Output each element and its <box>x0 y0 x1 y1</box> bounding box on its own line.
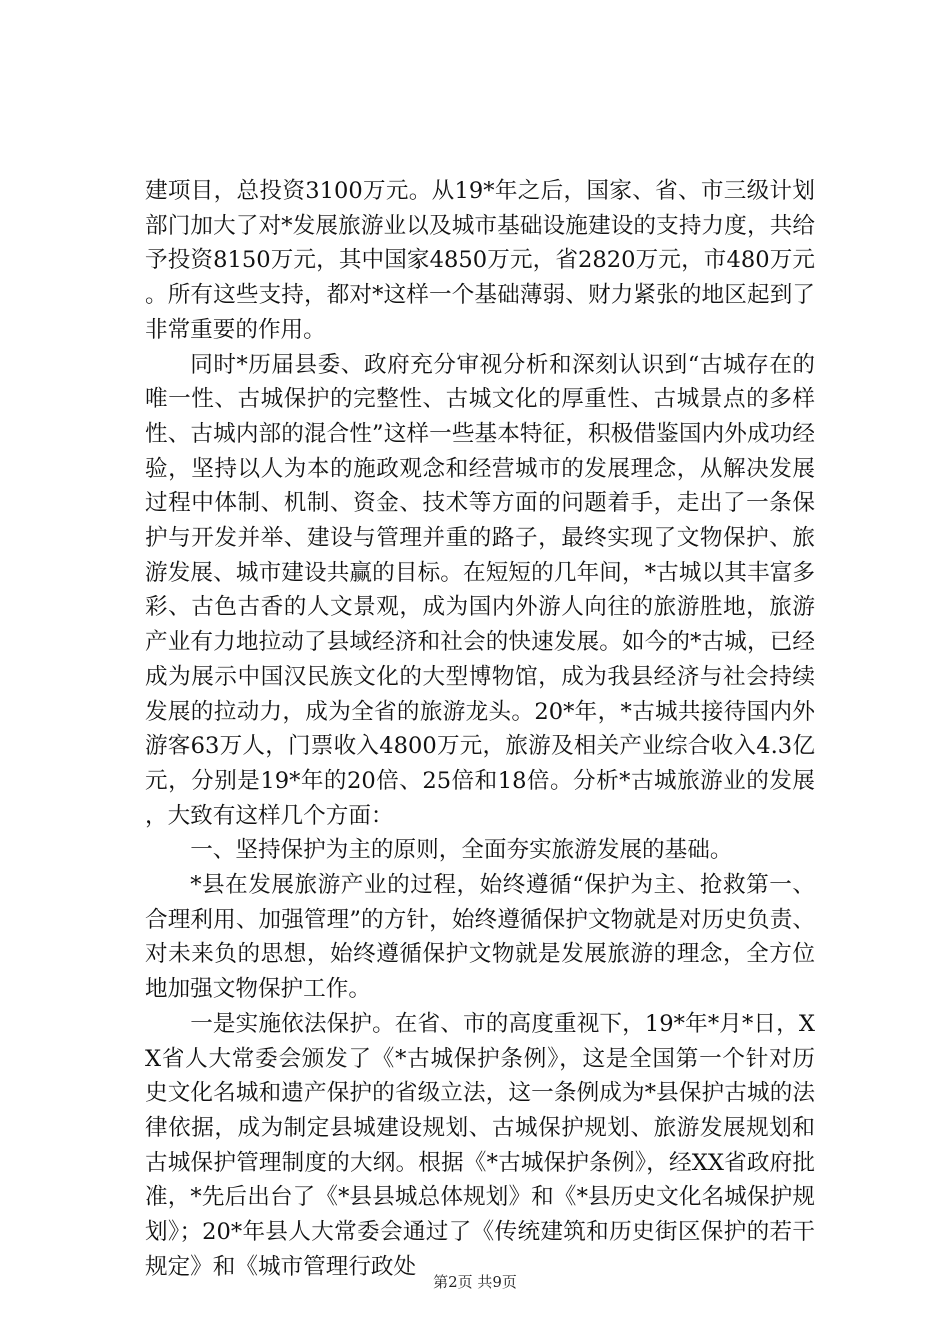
paragraph-2: 同时*历届县委、政府充分审视分析和深刻认识到“古城存在的唯一性、古城保护的完整性、古城文化的厚重性、古城景点的多样性、古城内部的混合性”这样一些基本特征，积极借鉴国内外成功经验，坚持以人为本的施政观念和经营城市的发展理念，从解决发展过程中体制、机制、资金、技术等方面的问题着手，走出了一条保护与开发并举、建设与管理并重的路子，最终实现了文物保护、旅游发展、城市建设共赢的目标。在短短的几年间，*古城以其丰富多彩、古色古香的人文景观，成为国内外游人向往的旅游胜地，旅游产业有力地拉动了县域经济和社会的快速发展。如今的*古城，已经成为展示中国汉民族文化的大型博物馆，成为我县经济与社会持续发展的拉动力，成为全省的旅游龙头。20*年，*古城共接待国内外游客63万人，门票收入4800万元，旅游及相关产业综合收入4.3亿元，分别是19*年的20倍、25倍和18倍。分析*古城旅游业的发展，大致有这样几个方面： <box>145 351 815 829</box>
page-footer: 第2页 共9页 <box>433 1273 517 1291</box>
paragraph-1: 建项目，总投资3100万元。从19*年之后，国家、省、市三级计划部门加大了对*发展旅游业以及城市基础设施建设的支持力度，共给予投资8150万元，其中国家4850万元，省2820万元，市480万元。所有这些支持，都对*这样一个基础薄弱、财力紧张的地区起到了非常重要的作用。 <box>145 178 815 343</box>
paragraph-4: 一是实施依法保护。在省、市的高度重视下，19*年*月*日，XX省人大常委会颁发了《*古城保护条例》，这是全国第一个针对历史文化名城和遗产保护的省级立法，这一条例成为*县保护古城的法律依据，成为制定县城建设规划、古城保护规划、旅游发展规划和古城保护管理制度的大纲。根据《*古城保护条例》，经XX省政府批准，*先后出台了《*县县城总体规划》和《*县历史文化名城保护规划》；20*年县人大常委会通过了《传统建筑和历史街区保护的若干规定》和《城市管理行政处 <box>145 1010 815 1280</box>
section-heading-1: 一、坚持保护为主的原则，全面夯实旅游发展的基础。 <box>190 837 733 864</box>
paragraph-3: *县在发展旅游产业的过程，始终遵循“保护为主、抢救第一、合理利用、加强管理”的方针，始终遵循保护文物就是对历史负责、对未来负的思想，始终遵循保护文物就是发展旅游的理念，全方位地加强文物保护工作。 <box>145 872 815 1003</box>
document-body <box>145 174 815 1285</box>
